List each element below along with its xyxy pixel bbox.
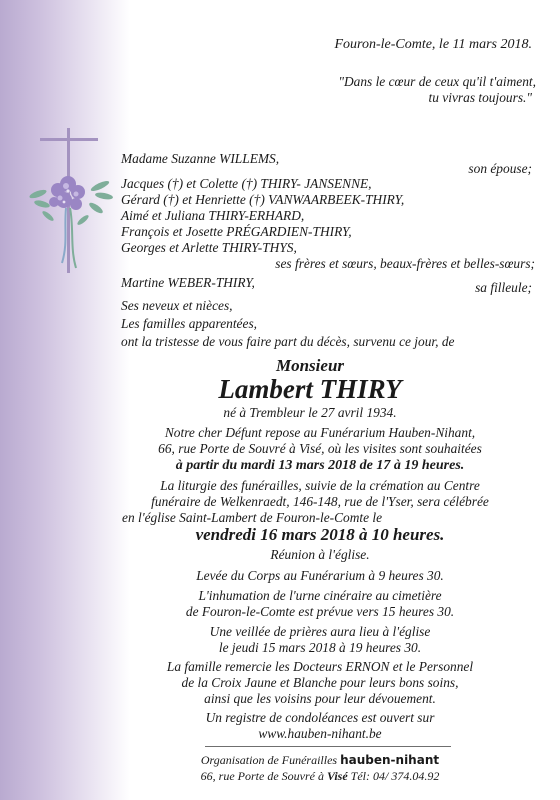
sibling-line: Georges et Arlette THIRY-THYS, <box>121 240 297 255</box>
lifting-line: Levée du Corps au Funérarium à 9 heures 30. <box>196 568 444 583</box>
thanks-line-2: de la Croix Jaune et Blanche pour leurs bons soins, <box>181 675 459 690</box>
goddaughter-name: Martine WEBER-THIRY, <box>121 275 255 290</box>
footer-divider <box>205 746 451 747</box>
footer-organisation <box>100 752 540 768</box>
sibling-line: Gérard (†) et Henriette (†) VANWAARBEEK-THIRY, <box>121 192 405 207</box>
registry-line: Un registre de condoléances est ouvert sur <box>205 710 435 725</box>
deceased-title: Monsieur <box>275 356 345 375</box>
phone: Tél: 04/ 374.04.92 <box>350 769 440 783</box>
org-brand-logo: hauben-nihant <box>340 753 440 767</box>
nephews-line: Ses neveux et nièces, <box>121 298 233 313</box>
address-prefix: 66, rue Porte de Souvré à <box>200 769 324 783</box>
liturgy-line-1: La liturgie des funérailles, suivie de la crémation au Centre <box>160 478 480 493</box>
sibling-line: Aimé et Juliana THIRY-ERHARD, <box>121 208 305 223</box>
vigil-line-2: le jeudi 15 mars 2018 à 19 heures 30. <box>218 640 422 655</box>
liturgy-line-3: en l'église Saint-Lambert de Fouron-le-Comte le <box>122 510 383 525</box>
cross-with-flowers-icon <box>28 128 123 288</box>
siblings-role: ses frères et sœurs, beaux-frères et belles-sœurs; <box>275 256 535 271</box>
deceased-name: Lambert THIRY <box>218 374 402 404</box>
goddaughter-role: sa filleule; <box>475 280 532 295</box>
address-city: Visé <box>326 769 348 783</box>
sibling-line: Jacques (†) et Colette (†) THIRY- JANSENNE, <box>121 176 372 191</box>
quote-line-1: "Dans le cœur de ceux qu'il t'aiment, <box>338 74 536 89</box>
burial-line-2: de Fouron-le-Comte est prévue vers 15 heures 30. <box>185 604 455 619</box>
liturgy-line-2: funéraire de Welkenraedt, 146-148, rue de l'Yser, sera célébrée <box>151 494 489 509</box>
spouse-role: son épouse; <box>468 161 532 176</box>
rest-line-2: 66, rue Porte de Souvré à Visé, où les visites sont souhaitées <box>158 441 482 456</box>
rest-line-1: Notre cher Défunt repose au Funérarium Hauben-Nihant, <box>164 425 476 440</box>
thanks-line-1: La famille remercie les Docteurs ERNON et le Personnel <box>166 659 474 674</box>
burial-line-1: L'inhumation de l'urne cinéraire au cimetière <box>198 588 442 603</box>
sibling-line: François et Josette PRÉGARDIEN-THIRY, <box>121 224 352 239</box>
birth-line: né à Trembleur le 27 avril 1934. <box>223 405 397 420</box>
visit-hours: à partir du mardi 13 mars 2018 de 17 à 19 heures. <box>175 458 465 473</box>
org-prefix: Organisation de Funérailles <box>200 753 338 767</box>
quote-line-2: tu vivras toujours." <box>428 90 532 105</box>
footer-address <box>100 768 540 784</box>
families-line: Les familles apparentées, <box>121 316 257 331</box>
registry-url[interactable]: www.hauben-nihant.be <box>258 726 382 741</box>
thanks-line-3: ainsi que les voisins pour leur dévouement. <box>204 691 436 706</box>
spouse-name: Madame Suzanne WILLEMS, <box>121 151 280 166</box>
place-date: Fouron-le-Comte, le 11 mars 2018. <box>334 37 532 52</box>
ceremony-date: vendredi 16 mars 2018 à 10 heures. <box>195 525 445 544</box>
vigil-line-1: Une veillée de prières aura lieu à l'église <box>209 624 431 639</box>
announcement-line: ont la tristesse de vous faire part du décès, survenu ce jour, de <box>121 334 455 349</box>
meeting-line: Réunion à l'église. <box>270 547 370 562</box>
